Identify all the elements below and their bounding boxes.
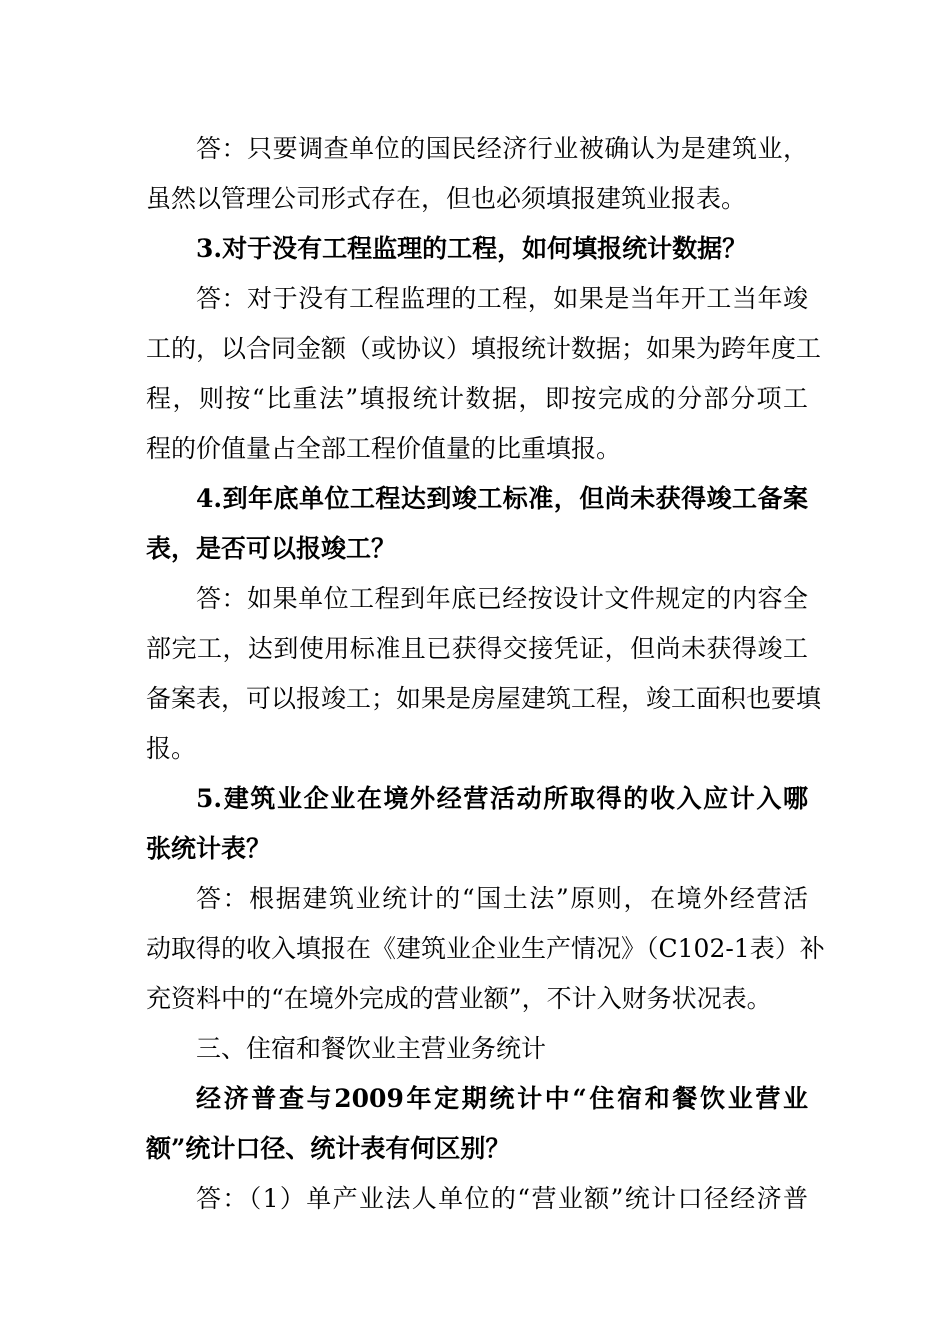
question-heading: 表，是否可以报竣工？ [146, 534, 397, 563]
answer-paragraph-line: 虽然以管理公司形式存在，但也必须填报建筑业报表。 [146, 184, 747, 213]
answer-paragraph-line: 报。 [146, 734, 197, 763]
answer-paragraph-line: 答：（1）单产业法人单位的“营业额”统计口径经济普 [196, 1184, 808, 1213]
answer-paragraph-line: 答：对于没有工程监理的工程，如果是当年开工当年竣 [196, 284, 808, 313]
answer-paragraph-line: 程的价值量占全部工程价值量的比重填报。 [146, 434, 622, 463]
question-heading: 额”统计口径、统计表有何区别？ [146, 1134, 511, 1163]
answer-paragraph-line: 部完工，达到使用标准且已获得交接凭证，但尚未获得竣工 [146, 634, 808, 663]
question-heading: 3.对于没有工程监理的工程，如何填报统计数据？ [196, 234, 748, 263]
answer-paragraph-line: 动取得的收入填报在《建筑业企业生产情况》（C102-1表）补 [146, 934, 825, 963]
question-heading: 张统计表？ [146, 834, 272, 863]
section-heading: 三、住宿和餐饮业主营业务统计 [196, 1034, 547, 1063]
answer-paragraph-line: 答：如果单位工程到年底已经按设计文件规定的内容全 [196, 584, 808, 613]
answer-paragraph-line: 答：根据建筑业统计的“国土法”原则，在境外经营活 [196, 884, 808, 913]
answer-paragraph-line: 程，则按“比重法”填报统计数据，即按完成的分部分项工 [146, 384, 808, 413]
answer-paragraph-line: 工的，以合同金额（或协议）填报统计数据；如果为跨年度工 [146, 334, 822, 363]
answer-paragraph-line: 备案表，可以报竣工；如果是房屋建筑工程，竣工面积也要填 [146, 684, 822, 713]
question-heading: 经济普查与2009年定期统计中“住宿和餐饮业营业 [196, 1084, 808, 1113]
answer-paragraph-line: 答：只要调查单位的国民经济行业被确认为是建筑业， [196, 134, 808, 163]
question-heading: 5.建筑业企业在境外经营活动所取得的收入应计入哪 [196, 784, 808, 813]
answer-paragraph-line: 充资料中的“在境外完成的营业额”，不计入财务状况表。 [146, 984, 772, 1013]
question-heading: 4.到年底单位工程达到竣工标准，但尚未获得竣工备案 [196, 484, 808, 513]
